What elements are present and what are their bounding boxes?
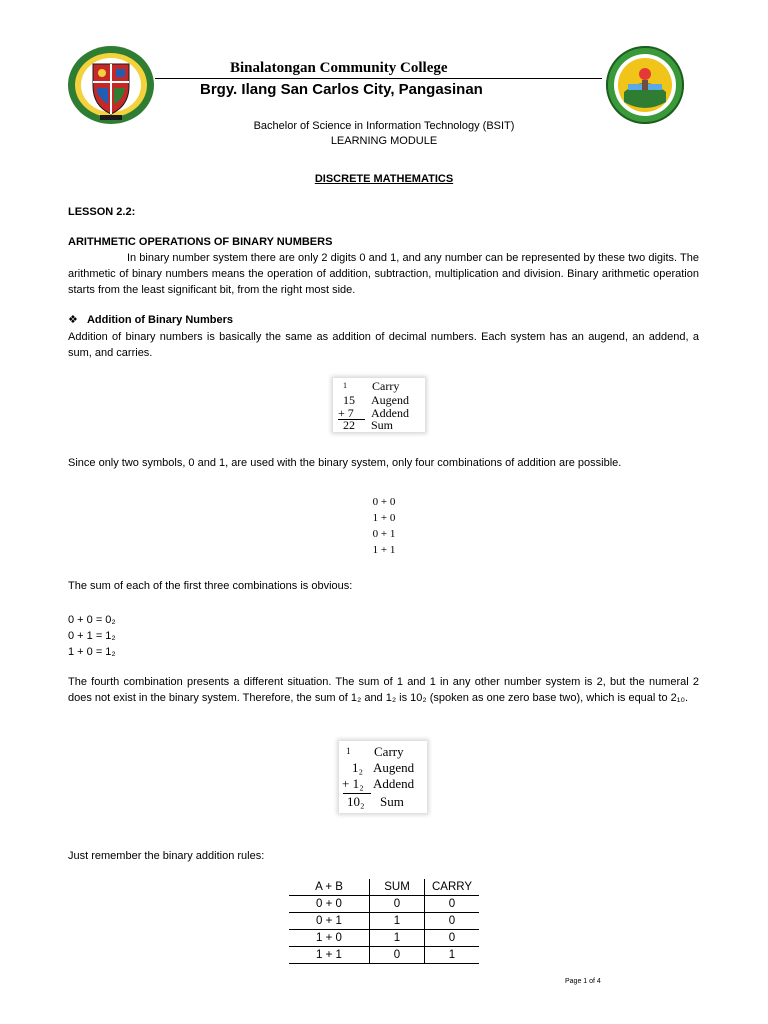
table-header: SUM <box>370 879 425 896</box>
addition-example-figure-binary <box>339 741 427 813</box>
page-title: DISCRETE MATHEMATICS <box>314 173 454 185</box>
table-header-row <box>289 879 479 896</box>
table-row <box>289 930 479 947</box>
figure1-addend-value: + 7 <box>338 406 354 420</box>
sum-item: 0 + 0 = 0₂ <box>68 614 116 626</box>
table-cell: 0 + 1 <box>289 913 370 930</box>
lesson-label: LESSON 2.2: <box>68 206 136 218</box>
combinations-list <box>0 494 768 558</box>
city-seal-logo <box>604 44 686 126</box>
first-three-intro: The sum of each of the first three combinations is obvious: <box>68 580 353 592</box>
binary-addition-rules-table <box>289 879 479 964</box>
figure2-addend-value: + 1₂ <box>342 776 364 791</box>
figure1-carry-label: Carry <box>372 379 400 393</box>
combination-item: 1 + 1 <box>372 544 396 556</box>
page-number: Page 1 of 4 <box>565 978 601 985</box>
figure1-augend-label: Augend <box>371 393 409 407</box>
sum-item: 1 + 0 = 1₂ <box>68 646 116 658</box>
figure2-sum-label: Sum <box>380 794 404 809</box>
sums-list <box>68 612 116 660</box>
combination-item: 0 + 0 <box>372 496 396 508</box>
figure1-sum-value: 22 <box>343 418 355 432</box>
subheading: Addition of Binary Numbers <box>86 314 233 326</box>
table-cell: 1 <box>370 930 425 947</box>
table-header: CARRY <box>425 879 480 896</box>
program-title: Bachelor of Science in Information Technology (BSIT) <box>253 120 515 132</box>
table-row <box>289 947 479 964</box>
subheading-row <box>68 313 233 326</box>
table-cell: 0 + 0 <box>289 896 370 913</box>
figure1-addend-label: Addend <box>371 406 409 420</box>
section-heading: ARITHMETIC OPERATIONS OF BINARY NUMBERS <box>68 236 333 248</box>
sum-item: 0 + 1 = 1₂ <box>68 630 116 642</box>
figure2-augend-label: Augend <box>373 760 415 775</box>
figure2-augend-value: 1₂ <box>352 760 364 775</box>
table-cell: 0 <box>425 896 480 913</box>
table-cell: 1 <box>425 947 480 964</box>
figure1-augend-value: 15 <box>343 393 355 407</box>
table-cell: 0 <box>425 913 480 930</box>
addition-paragraph: Addition of binary numbers is basically the same as addition of decimal numbers. Each system has an augend, an addend, a sum, and carries. <box>68 331 699 359</box>
table-cell: 0 <box>370 896 425 913</box>
college-address: Brgy. Ilang San Carlos City, Pangasinan <box>200 81 483 98</box>
table-cell: 1 <box>370 913 425 930</box>
figure1-sum-label: Sum <box>371 418 394 432</box>
combination-item: 1 + 0 <box>372 512 396 524</box>
combinations-intro: Since only two symbols, 0 and 1, are used with the binary system, only four combinations of addition are possible. <box>68 457 622 469</box>
table-row <box>289 896 479 913</box>
table-row <box>289 913 479 930</box>
table-cell: 1 + 0 <box>289 930 370 947</box>
figure2-carry-digit: 1 <box>346 746 351 756</box>
table-cell: 0 <box>370 947 425 964</box>
intro-paragraph: In binary number system there are only 2 digits 0 and 1, and any number can be represented by these two digits. The arithmetic of binary numbers means the operation of addition, subtraction, multiplication and division. Binary arithmetic operation starts from the least significant bit, from the right most side. <box>68 252 699 296</box>
figure2-carry-label: Carry <box>374 744 404 759</box>
college-seal-logo <box>66 44 156 126</box>
figure2-sum-value: 10₂ <box>347 794 365 809</box>
figure1-carry-digit: 1 <box>343 381 347 390</box>
table-header: A + B <box>289 879 370 896</box>
bullet-icon: ❖ <box>68 314 78 326</box>
rules-intro: Just remember the binary addition rules: <box>68 850 265 862</box>
header-rule <box>155 78 602 79</box>
table-cell: 0 <box>425 930 480 947</box>
figure2-addend-label: Addend <box>373 776 415 791</box>
addition-example-figure-decimal <box>333 378 425 432</box>
module-title: LEARNING MODULE <box>330 135 438 147</box>
fourth-combination-paragraph: The fourth combination presents a different situation. The sum of 1 and 1 in any other number system is 2, but the numeral 2 does not exist in the binary system. Therefore, the sum of 1₂ and 1₂ is 10₂ (spoken as one zero base two), which is equal to 2₁₀. <box>68 676 699 704</box>
combination-item: 0 + 1 <box>372 528 396 540</box>
table-cell: 1 + 1 <box>289 947 370 964</box>
college-name: Binalatongan Community College <box>230 60 448 76</box>
